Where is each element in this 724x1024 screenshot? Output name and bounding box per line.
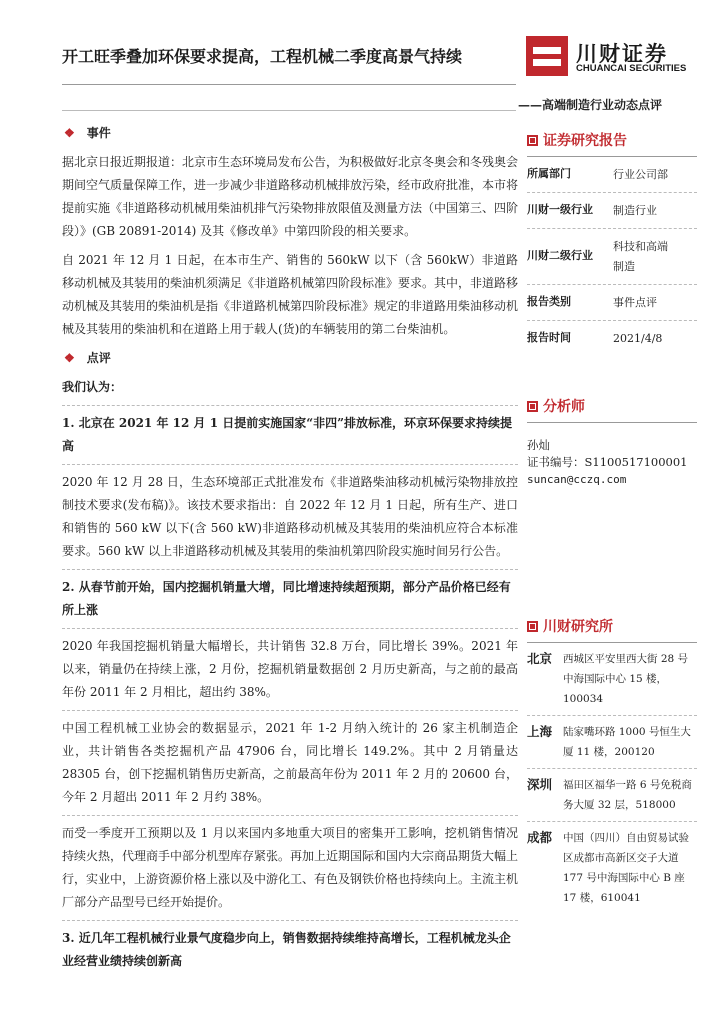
info-row bbox=[527, 193, 697, 229]
office-city: 深圳 bbox=[527, 777, 553, 792]
info-value: 行业公司部 bbox=[613, 168, 668, 181]
info-row bbox=[527, 229, 697, 285]
office-row bbox=[527, 716, 697, 769]
divider bbox=[62, 920, 518, 921]
institute-heading-text: 川财研究所 bbox=[543, 619, 613, 635]
info-key: 所属部门 bbox=[527, 167, 571, 180]
analyst-name: 孙灿 bbox=[527, 438, 550, 452]
report-info-heading-text: 证券研究报告 bbox=[543, 133, 627, 149]
diamond-bullet-icon: ❖ bbox=[64, 125, 75, 140]
comment-intro: 我们认为： bbox=[62, 380, 123, 394]
office-address: 福田区福华一路 6 号免税商务大厦 32 层，518000 bbox=[563, 779, 692, 811]
point-2-heading: 2. 从春节前开始，国内挖掘机销量大增，同比增速持续超预期，部分产品价格已经有所上涨 bbox=[62, 580, 511, 617]
office-row bbox=[527, 822, 697, 914]
office-address: 中国（四川）自由贸易试验区成都市高新区交子大道 177 号中海国际中心 B 座 17 楼，610041 bbox=[563, 832, 689, 904]
info-key: 川财一级行业 bbox=[527, 203, 593, 216]
comment-section-heading bbox=[62, 349, 518, 366]
report-subtitle: ——高端制造行业动态点评 bbox=[517, 98, 662, 112]
event-paragraph: 据北京日报近期报道：北京市生态环境局发布公告，为积极做好北京冬奥会和冬残奥会期间空气质量保障工作，进一步减少非道路移动机械排放污染，经市政府批准，本市将提前实施《非道路移动机械用柴油机排气污染物排放限值及测量方法（中国第三、四阶段）》(GB 20891-2014) 及其《修改单》中第四阶段的相关要求。 bbox=[62, 155, 519, 238]
divider bbox=[62, 815, 518, 816]
office-city: 成都 bbox=[527, 830, 553, 845]
section-marker-icon bbox=[527, 401, 538, 412]
divider bbox=[62, 569, 518, 570]
analyst-info bbox=[527, 437, 697, 488]
info-key: 报告类别 bbox=[527, 295, 571, 308]
divider bbox=[62, 464, 518, 465]
main-content bbox=[62, 120, 518, 979]
office-row bbox=[527, 643, 697, 716]
info-key: 报告时间 bbox=[527, 331, 571, 344]
point-2-text: 而受一季度开工预期以及 1 月以来国内多地重大项目的密集开工影响，挖机销售情况持续火热，代理商手中部分机型库存紧张。再加上近期国际和国内大宗商品期货大幅上行，实业中，上游资源价格上涨以及中游化工、有色及钢铁价格也持续向上。主流主机厂部分产品型号已经开始提价。 bbox=[62, 826, 519, 909]
divider bbox=[62, 710, 518, 711]
subtitle-divider bbox=[62, 110, 516, 111]
divider bbox=[527, 422, 697, 423]
sidebar bbox=[527, 130, 697, 914]
divider bbox=[62, 628, 518, 629]
section-marker-icon bbox=[527, 135, 538, 146]
diamond-bullet-icon: ❖ bbox=[64, 350, 75, 365]
point-1-heading: 1. 北京在 2021 年 12 月 1 日提前实施国家“非四”排放标准，环京环保要求持续提高 bbox=[62, 416, 513, 453]
event-section-heading bbox=[62, 124, 518, 141]
report-title: 开工旺季叠加环保要求提高，工程机械二季度高景气持续 bbox=[62, 47, 463, 66]
event-heading-text: 事件 bbox=[86, 126, 111, 140]
company-logo bbox=[526, 36, 696, 76]
point-2-text: 2020 年我国挖掘机销量大幅增长，共计销售 32.8 万台，同比增长 39%。2021 年以来，销量仍在持续上涨，2 月份，挖掘机销量数据创 2 月历史新高，与之前的最高年份 2011 年 2 月相比，超出约 38%。 bbox=[62, 639, 518, 699]
office-city: 北京 bbox=[527, 651, 553, 666]
info-value: 事件点评 bbox=[613, 296, 657, 309]
analyst-cert: 证书编号：S1100517100001 bbox=[527, 455, 688, 469]
point-2-text: 中国工程机械工业协会的数据显示，2021 年 1-2 月纳入统计的 26 家主机制造企业，共计销售各类挖掘机产品 47906 台，同比增长 149.2%。其中 2 月销量达 28305 台，创下挖掘机销售历史新高，之前最高年份为 2011 年 2 月的 20600 台，今年 2 月超出 2011 年 2 月约 38%。 bbox=[62, 721, 518, 804]
office-city: 上海 bbox=[527, 724, 553, 739]
point-1-text: 2020 年 12 月 28 日，生态环境部正式批准发布《非道路柴油移动机械污染物排放控制技术要求(发布稿)》。该技术要求指出：自 2022 年 12 月 1 日起，所有生产、进口和销售的 560 kW 以下(含 560 kW)非道路移动机械及其装用的柴油机应符合本标准要求。560 kW 以上非道路移动机械及其装用的柴油机第四阶段实施时间另行公告。 bbox=[62, 475, 518, 558]
office-address: 陆家嘴环路 1000 号恒生大厦 11 楼，200120 bbox=[563, 726, 691, 758]
info-value: 科技和高端制造 bbox=[613, 240, 668, 273]
event-paragraph: 自 2021 年 12 月 1 日起，在本市生产、销售的 560kW 以下（含 560kW）非道路移动机械及其装用的柴油机须满足《非道路机械第四阶段标准》要求。其中，非道路移动机械及其装用的柴油机是指《非道路机械第四阶段标准》规定的非道路用柴油移动机械及其装用的柴油机和在道路上用于载人(货)的车辆装用的第二台柴油机。 bbox=[62, 253, 519, 336]
section-marker-icon bbox=[527, 621, 538, 632]
info-value: 制造行业 bbox=[613, 204, 657, 217]
divider bbox=[62, 405, 518, 406]
report-info-heading bbox=[527, 130, 697, 150]
header-divider bbox=[62, 84, 516, 85]
institute-heading bbox=[527, 616, 697, 636]
info-row bbox=[527, 157, 697, 193]
info-key: 川财二级行业 bbox=[527, 249, 593, 262]
comment-heading-text: 点评 bbox=[86, 351, 111, 365]
office-row bbox=[527, 769, 697, 822]
info-value: 2021/4/8 bbox=[613, 332, 663, 345]
point-3-heading: 3. 近几年工程机械行业景气度稳步向上，销售数据持续维持高增长，工程机械龙头企业经营业绩持续创新高 bbox=[62, 931, 511, 968]
logo-mark-icon bbox=[526, 36, 568, 76]
logo-english-name: CHUANCAI SECURITIES bbox=[576, 63, 687, 74]
analyst-heading-text: 分析师 bbox=[543, 399, 585, 415]
logo-chinese-name: 川财证券 bbox=[576, 42, 668, 66]
office-address: 西城区平安里西大街 28 号中海国际中心 15 楼，100034 bbox=[563, 653, 689, 705]
info-row bbox=[527, 285, 697, 321]
analyst-email[interactable]: suncan@cczq.com bbox=[527, 473, 627, 486]
info-row bbox=[527, 321, 697, 356]
analyst-heading bbox=[527, 396, 697, 416]
